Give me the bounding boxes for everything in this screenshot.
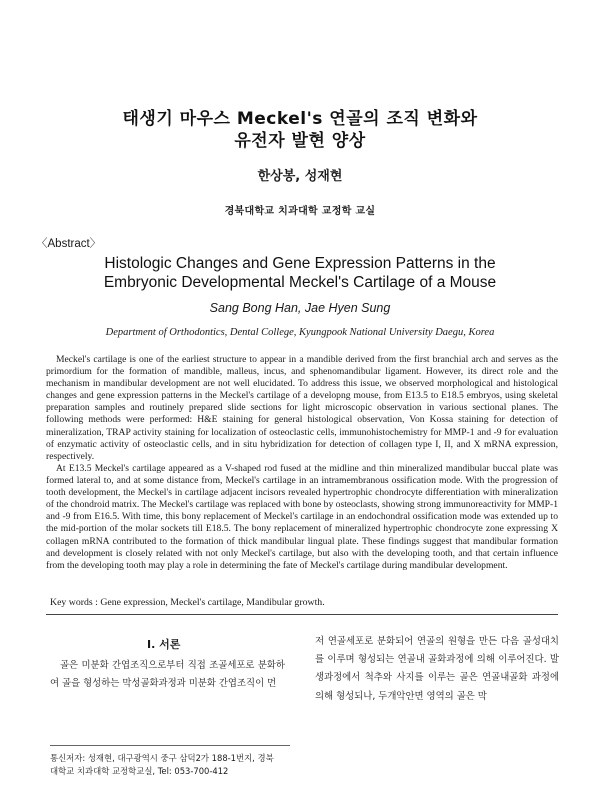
- footnote-line-2: 대학교 치과대학 교정학교실, Tel: 053-700-412: [50, 766, 229, 776]
- title-english-line1: Histologic Changes and Gene Expression Patterns in the: [104, 255, 496, 272]
- footnote-rule: [50, 745, 290, 746]
- affiliation-korean: 경북대학교 치과대학 교정학 교실: [224, 206, 376, 217]
- body-left-column-text: 골은 미분화 간엽조직으로부터 직접 조골세포로 분화하여 골을 형성하는 막성골화과정과 미분화 간엽조직이 먼: [50, 660, 285, 690]
- title-korean-line2: 유전자 발현 양상: [234, 131, 366, 151]
- authors-korean: 한상봉, 성재현: [257, 169, 343, 184]
- footnote-line-1: 통신저자: 성재현, 대구광역시 중구 삼덕2가 188-1번지, 경북: [50, 753, 274, 763]
- keywords: Key words : Gene expression, Meckel's cartilage, Mandibular growth.: [50, 597, 325, 608]
- section-heading-introduction: I. 서론: [147, 638, 181, 651]
- affiliation-english: Department of Orthodontics, Dental College, Kyungpook National University Daegu, Korea: [105, 327, 495, 338]
- divider-rule: [46, 614, 558, 615]
- title-korean-line1: 태생기 마우스 Meckel's 연골의 조직 변화와: [122, 109, 478, 129]
- title-english-line2: Embryonic Developmental Meckel's Cartilage of a Mouse: [103, 274, 497, 291]
- footnote-correspondence: [50, 752, 290, 778]
- authors-english: Sang Bong Han, Jae Hyen Sung: [209, 301, 391, 315]
- abstract-label: 〈Abstract〉: [36, 238, 102, 250]
- abstract-paragraph-1: Meckel's cartilage is one of the earliest structure to appear in a mandible derived from the first branchial arch and serves as the primordium for the formation of mandible, malleus, incus, and sphenomandibular ligament. However, its direct role and the mechanism in mandibular development are not well elucidated. To address this issue, we observed morphological and histological changes and gene expression patterns in the Meckel's cartilage of a developng mouse, from E13.5 to E18.5 embryos, using skeletal preparation samples and routinely prepared slide sections for light microscopic observation in various sectional planes. The following methods were performed: H&E staining for general histological observation, Von Kossa staining for detection of mineralization, TRAP activity staining for localization of osteoclastic cells, immunohistochemistry for MMP-1 and -9 for evaluation of enzymatic activity of osteoclastic cells, and in situ hybridization for detection of collagen type I, II, and X mRNA expression, respectively.: [46, 354, 558, 462]
- abstract-paragraph-2: At E13.5 Meckel's cartilage appeared as a V-shaped rod fused at the midline and thin mineralized mandibular buccal plate was formed lateral to, and at some distance from, Meckel's cartilage in an intramembranous ossification mode. With the progression of tooth development, the Meckel's in cartilage adjacent incisors revealed hypertrophic chondrocyte differentiation with mineralization of the chondroid matrix. The Meckel's cartilage was replaced with bone by osteoclasts, showing strong immunoreactivity for MMP-1 and -9 from E16.5. With time, this bony replacement of Meckel's cartilage in an endochondral ossification mode was extended up to the mid-portion of the molar sockets till E18.5. The bony replacement of mineralized hypertrophic chondrocyte zone expressing X collagen mRNA contributed to the formation of thick mandibular lingual plate. These findings suggest that mandibular formation and development is closely related with not only Meckel's cartilage, but also with the developing tooth, and that certain influence from the developing tooth may play a role in determining the fate of Meckel's cartilage during mandibular development.: [46, 463, 558, 571]
- body-right-column-text: 저 연골세포로 분화되어 연골의 원형을 만든 다음 골성대치를 이루며 형성되는 연골내 골화과정에 의해 이루어진다. 발생과정에서 척추와 사지를 이루는 골은 연골내골화 과정에 의해 형성되나, 두개악안면 영역의 골은 막: [315, 636, 559, 702]
